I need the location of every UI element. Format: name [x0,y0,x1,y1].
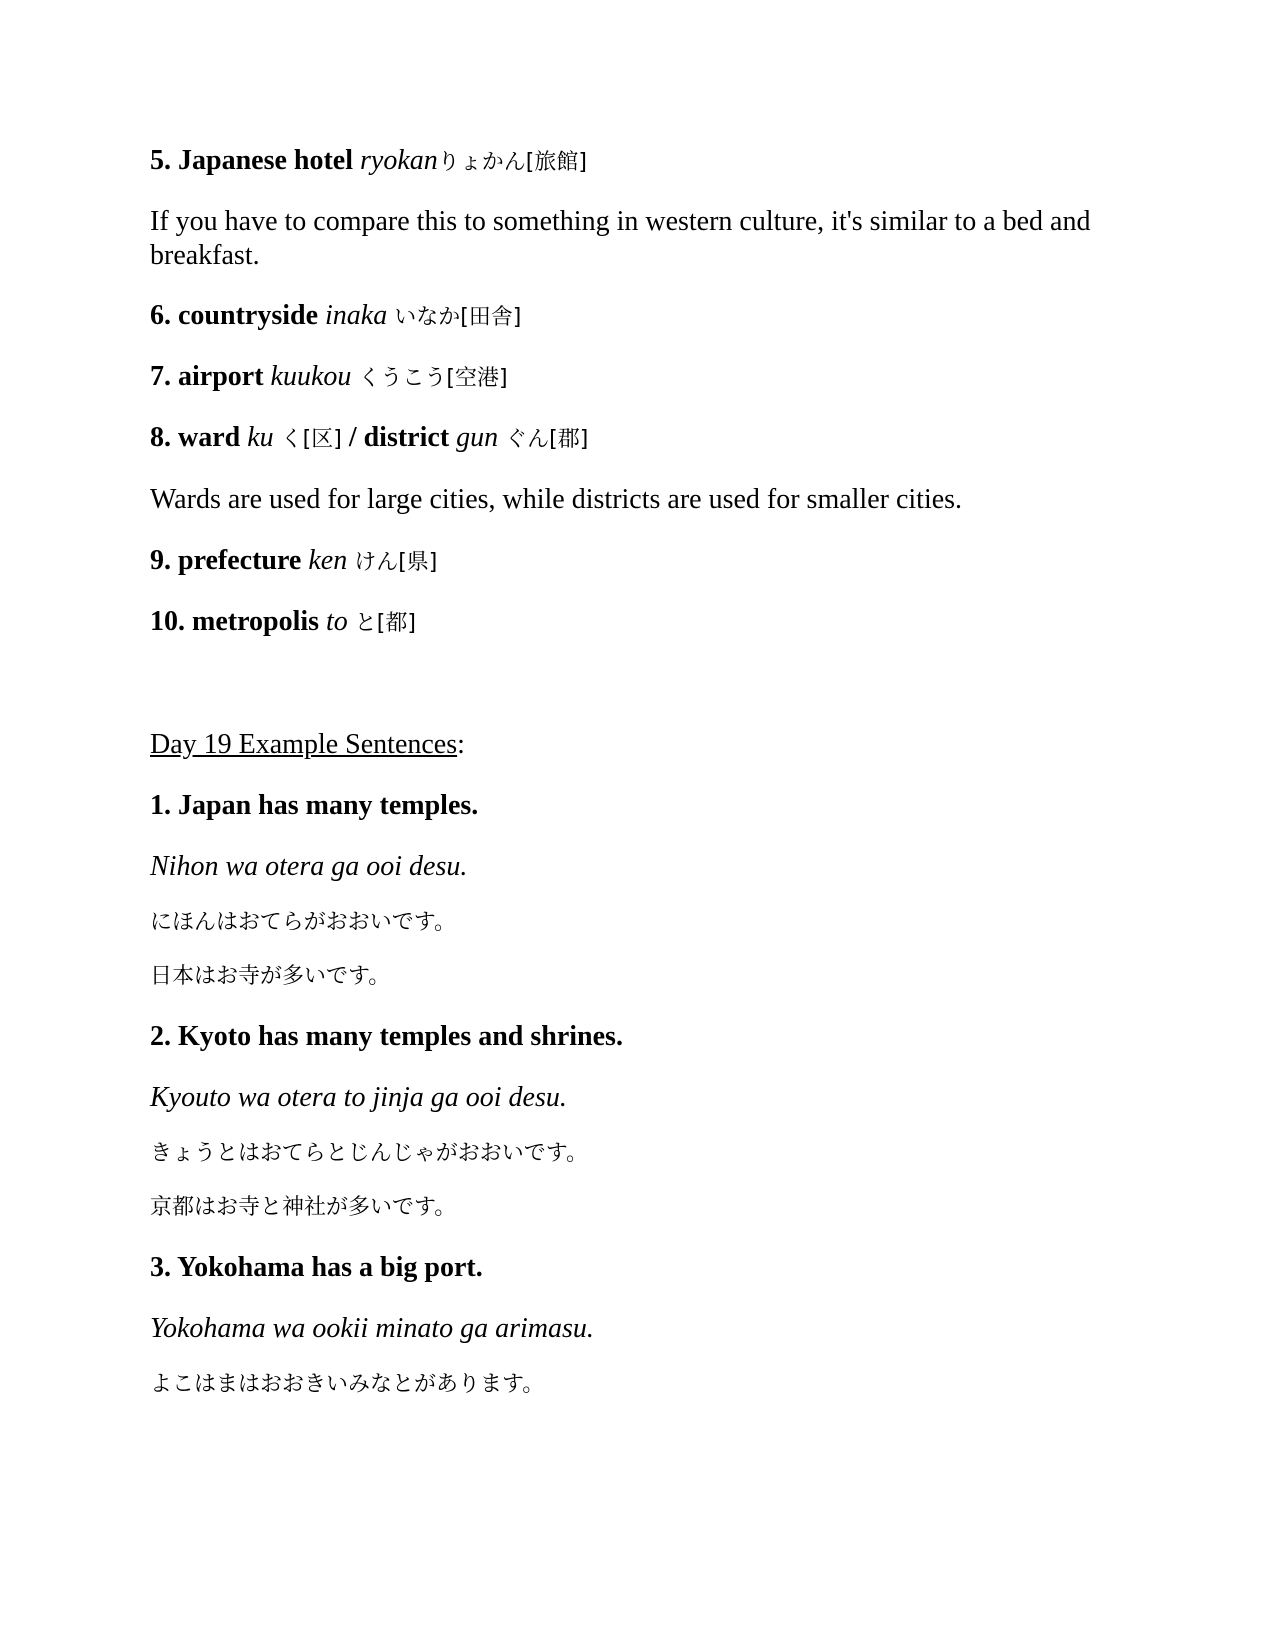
vocab-kana-2: ぐん[郡] [498,427,589,452]
vocab-romaji: ku [247,422,274,453]
vocab-item-kuukou [150,360,508,396]
vocab-term-2: district [363,422,450,453]
sentence-1-romaji: Nihon wa otera ga ooi desu. [150,851,468,882]
section-title: Day 19 Example Sentences [150,729,458,760]
sentence-1-english: 1. Japan has many temples. [150,790,479,821]
vocab-term: 9. prefecture [150,545,302,576]
vocab-kana: いなか[田舎] [387,305,522,330]
vocab-romaji: ryokan [360,145,438,176]
vocab-separator: / [348,422,364,453]
vocab-romaji: ken [308,545,348,576]
vocab-item-ku-gun [150,421,588,457]
vocab-term: 10. metropolis [150,606,320,637]
vocab-romaji: inaka [325,300,388,331]
sentence-2-kana: きょうとはおてらとじんじゃがおおいです。 [150,1141,589,1166]
vocab-item-inaka [150,299,521,335]
vocab-term: 7. airport [150,361,264,392]
section-heading [150,728,465,762]
section-colon: : [457,729,465,760]
vocab-kana: と[都] [347,611,416,636]
vocab-romaji-2: gun [456,422,499,453]
vocab-kana: くうこう[空港] [351,366,508,391]
vocab-romaji: to [326,606,348,637]
sentence-2-english: 2. Kyoto has many temples and shrines. [150,1021,623,1052]
sentence-1-kana: にほんはおてらがおおいです。 [150,910,457,935]
vocab-item-ken [150,544,437,580]
sentence-3-romaji: Yokohama wa ookii minato ga arimasu. [150,1313,594,1344]
sentence-2-kanji: 京都はお寺と神社が多いです。 [150,1195,457,1220]
vocab-kana: りょかん[旅館] [437,150,587,175]
sentence-3-english: 3. Yokohama has a big port. [150,1252,483,1283]
note-ryokan: If you have to compare this to something in western culture, it's similar to a bed and breakfast. [150,206,1091,271]
vocab-kana: けん[県] [347,550,438,575]
vocab-kana: く[区] [273,427,349,452]
vocab-item-to [150,605,416,641]
vocab-romaji: kuukou [270,361,352,392]
vocab-term: 5. Japanese hotel [150,145,353,176]
sentence-2-romaji: Kyouto wa otera to jinja ga ooi desu. [150,1082,567,1113]
vocab-term: 6. countryside [150,300,318,331]
vocab-item-ryokan [150,144,587,180]
vocab-term: 8. ward [150,422,241,453]
note-wards: Wards are used for large cities, while districts are used for smaller cities. [150,484,963,515]
sentence-1-kanji: 日本はお寺が多いです。 [150,964,391,989]
sentence-3-kana: よこはまはおおきいみなとがあります。 [150,1372,545,1397]
